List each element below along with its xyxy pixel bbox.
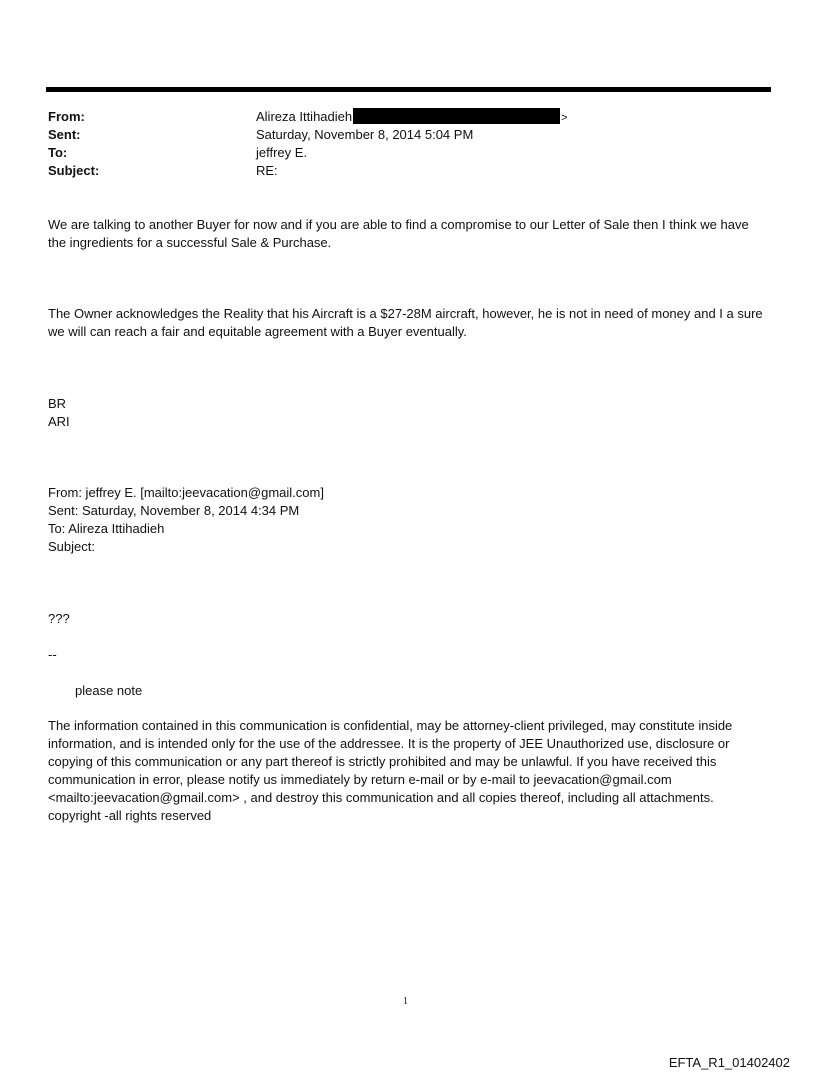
quoted-subject: Subject: <box>48 539 95 554</box>
quoted-from: From: jeffrey E. [mailto:jeevacation@gmail.com] <box>48 485 324 500</box>
from-label: From: <box>48 109 85 124</box>
document-id: EFTA_R1_01402402 <box>668 1055 790 1070</box>
quoted-sent: Sent: Saturday, November 8, 2014 4:34 PM <box>48 503 300 518</box>
from-suffix: > <box>561 112 568 124</box>
quoted-message: ??? <box>48 611 70 626</box>
to-value: jeffrey E. <box>256 145 308 160</box>
signature-ari: ARI <box>48 414 70 429</box>
header-rule <box>46 87 771 92</box>
signature-br: BR <box>48 396 67 411</box>
disclaimer-text: The information contained in this communication is confidential, may be attorney-client privileged, may constitute inside information, and is intended only for the use of the addressee. It is the property of JEE Unauthorized use, disclosure or copying of this communication or any part thereof is strictly prohibited and may be unlawful. If you have received this communication in error, please notify us immediately by return e-mail or by e-mail to jeevacation@gmail.com <mailto:jeevacation@gmail.com> , and destroy this communication and all copies thereof, including all attachments. copyright -all rights reserved <box>48 718 733 823</box>
body-paragraph-1: We are talking to another Buyer for now and if you are able to find a compromise to our Letter of Sale then I think we have the ingredients for a successful Sale & Purchase. <box>48 217 749 250</box>
from-name: Alireza Ittihadieh <box>256 109 353 124</box>
subject-value: RE: <box>256 163 278 178</box>
body-paragraph-2: The Owner acknowledges the Reality that his Aircraft is a $27-28M aircraft, however, he is not in need of money and I a sure we will can reach a fair and equitable agreement with a Buyer eventually. <box>48 306 763 339</box>
quoted-to: To: Alireza Ittihadieh <box>48 521 165 536</box>
signature-dashes: -- <box>48 647 57 662</box>
to-label: To: <box>48 145 68 160</box>
sent-label: Sent: <box>48 127 81 142</box>
from-value <box>256 108 568 127</box>
sent-value: Saturday, November 8, 2014 5:04 PM <box>256 127 474 142</box>
please-note: please note <box>75 683 143 698</box>
subject-label: Subject: <box>48 163 100 178</box>
redaction-bar <box>353 108 560 124</box>
page-number: 1 <box>403 996 408 1007</box>
